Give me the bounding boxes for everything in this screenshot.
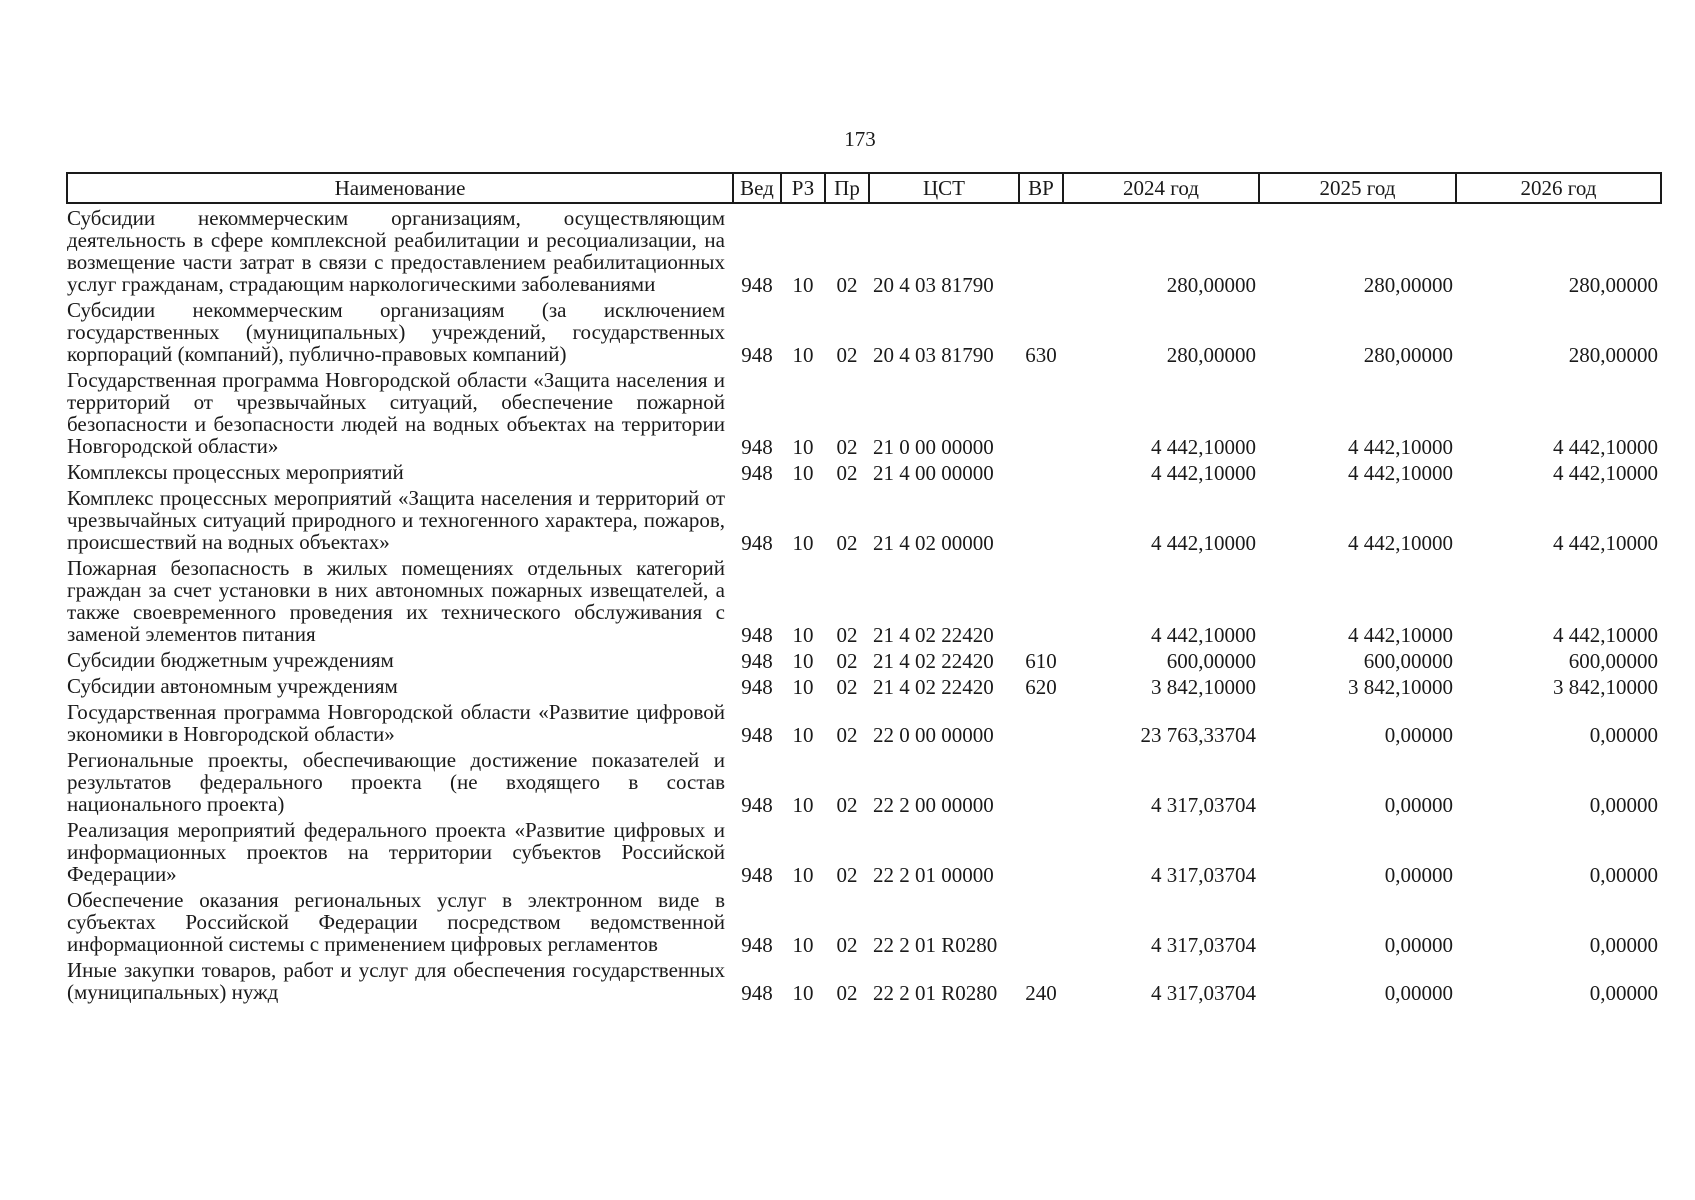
cell-rz: 10	[792, 933, 814, 957]
cell-pr: 02	[836, 461, 858, 485]
table-row	[67, 646, 1661, 672]
cell-ved: 948	[741, 723, 773, 747]
cell-2025: 4 442,10000	[1348, 461, 1453, 485]
cell-2024: 4 442,10000	[1151, 461, 1256, 485]
column-header-cst: ЦСТ	[869, 173, 1019, 203]
cell-cst: 20 4 03 81790	[873, 343, 994, 367]
cell-pr: 02	[836, 623, 858, 647]
table-row	[67, 672, 1661, 698]
cell-2025: 0,00000	[1384, 793, 1453, 817]
cell-2025: 4 442,10000	[1348, 531, 1453, 555]
table-body	[67, 203, 1661, 1004]
column-header-name: Наименование	[67, 173, 733, 203]
table-header-row	[67, 173, 1661, 203]
budget-table	[66, 172, 1662, 1004]
cell-ved: 948	[741, 623, 773, 647]
cell-2024: 600,00000	[1166, 649, 1256, 673]
cell-2025: 0,00000	[1384, 723, 1453, 747]
cell-ved: 948	[741, 675, 773, 699]
cell-cst: 21 4 02 22420	[873, 675, 994, 699]
cell-name: Государственная программа Новгородской области «Защита населения и территорий от чрезвычайных ситуаций, обеспечение пожарной безопасности и безопасности людей на водных объектах на территории Новгородской области»	[67, 368, 725, 458]
cell-pr: 02	[836, 863, 858, 887]
cell-ved: 948	[741, 343, 773, 367]
cell-pr: 02	[836, 649, 858, 673]
cell-name: Комплекс процессных мероприятий «Защита населения и территорий от чрезвычайных ситуаций природного и техногенного характера, пожаров, происшествий на водных объектах»	[67, 486, 725, 554]
cell-ved: 948	[741, 933, 773, 957]
cell-pr: 02	[836, 793, 858, 817]
cell-name: Государственная программа Новгородской области «Развитие цифровой экономики в Новгородской области»	[67, 700, 725, 746]
column-header-rz: РЗ	[781, 173, 825, 203]
column-header-2024: 2024 год	[1063, 173, 1259, 203]
cell-cst: 21 4 02 00000	[873, 531, 994, 555]
table-row	[67, 746, 1661, 816]
cell-name: Региональные проекты, обеспечивающие достижение показателей и результатов федерального проекта (не входящего в состав национального проекта)	[67, 748, 725, 816]
cell-vr: 620	[1025, 675, 1057, 699]
cell-name: Субсидии автономным учреждениям	[67, 674, 398, 698]
cell-rz: 10	[792, 981, 814, 1005]
cell-2026: 4 442,10000	[1553, 461, 1658, 485]
table-row	[67, 484, 1661, 554]
cell-2026: 0,00000	[1589, 793, 1658, 817]
cell-2025: 4 442,10000	[1348, 435, 1453, 459]
cell-2026: 280,00000	[1568, 343, 1658, 367]
cell-2025: 0,00000	[1384, 981, 1453, 1005]
cell-name: Субсидии некоммерческим организациям (за исключением государственных (муниципальных) учреждений, государственных корпораций (компаний), публично-правовых компаний)	[67, 298, 725, 366]
cell-ved: 948	[741, 793, 773, 817]
table-row	[67, 296, 1661, 366]
cell-cst: 21 4 00 00000	[873, 461, 994, 485]
cell-ved: 948	[741, 273, 773, 297]
cell-2026: 0,00000	[1589, 981, 1658, 1005]
cell-vr	[1019, 746, 1063, 816]
cell-vr	[1019, 698, 1063, 746]
cell-ved: 948	[741, 649, 773, 673]
cell-rz: 10	[792, 343, 814, 367]
column-header-vr: ВР	[1019, 173, 1063, 203]
cell-2025: 280,00000	[1363, 273, 1453, 297]
column-header-ved: Вед	[733, 173, 781, 203]
table-row	[67, 203, 1661, 296]
cell-name: Реализация мероприятий федерального проекта «Развитие цифровых и информационных проектов на территории субъектов Российской Федерации»	[67, 818, 725, 886]
cell-rz: 10	[792, 435, 814, 459]
cell-2026: 0,00000	[1589, 863, 1658, 887]
cell-name: Комплексы процессных мероприятий	[67, 460, 404, 484]
cell-pr: 02	[836, 933, 858, 957]
cell-2024: 3 842,10000	[1151, 675, 1256, 699]
table-row	[67, 554, 1661, 646]
cell-name: Субсидии бюджетным учреждениям	[67, 648, 394, 672]
cell-rz: 10	[792, 461, 814, 485]
cell-vr	[1019, 366, 1063, 458]
cell-2026: 4 442,10000	[1553, 623, 1658, 647]
cell-rz: 10	[792, 675, 814, 699]
cell-vr	[1019, 554, 1063, 646]
cell-vr	[1019, 886, 1063, 956]
cell-pr: 02	[836, 675, 858, 699]
cell-cst: 21 0 00 00000	[873, 435, 994, 459]
table-row	[67, 698, 1661, 746]
cell-2024: 280,00000	[1166, 273, 1256, 297]
cell-rz: 10	[792, 723, 814, 747]
cell-2024: 4 442,10000	[1151, 623, 1256, 647]
cell-2024: 4 317,03704	[1151, 793, 1256, 817]
cell-2026: 0,00000	[1589, 933, 1658, 957]
cell-cst: 21 4 02 22420	[873, 649, 994, 673]
cell-2024: 4 317,03704	[1151, 981, 1256, 1005]
cell-2026: 3 842,10000	[1553, 675, 1658, 699]
cell-pr: 02	[836, 723, 858, 747]
cell-2026: 4 442,10000	[1553, 531, 1658, 555]
cell-2025: 600,00000	[1363, 649, 1453, 673]
cell-name: Субсидии некоммерческим организациям, осуществляющим деятельность в сфере комплексной реабилитации и ресоциализации, на возмещение части затрат в связи с предоставлением реабилитационных услуг гражданам, страдающим наркологическими заболеваниями	[67, 206, 725, 296]
page-number: 173	[844, 127, 876, 151]
cell-name: Пожарная безопасность в жилых помещениях отдельных категорий граждан за счет установки в них автономных пожарных извещателей, а также своевременного проведения их технического обслуживания с заменой элементов питания	[67, 556, 725, 646]
cell-2024: 280,00000	[1166, 343, 1256, 367]
cell-pr: 02	[836, 273, 858, 297]
cell-vr	[1019, 484, 1063, 554]
cell-cst: 21 4 02 22420	[873, 623, 994, 647]
cell-rz: 10	[792, 649, 814, 673]
cell-2024: 4 317,03704	[1151, 863, 1256, 887]
table-row	[67, 956, 1661, 1004]
cell-cst: 20 4 03 81790	[873, 273, 994, 297]
cell-ved: 948	[741, 531, 773, 555]
cell-rz: 10	[792, 531, 814, 555]
cell-rz: 10	[792, 863, 814, 887]
table-row	[67, 886, 1661, 956]
cell-2024: 4 442,10000	[1151, 435, 1256, 459]
cell-cst: 22 0 00 00000	[873, 723, 994, 747]
column-header-2026: 2026 год	[1456, 173, 1661, 203]
table-row	[67, 366, 1661, 458]
cell-2026: 600,00000	[1568, 649, 1658, 673]
column-header-2025: 2025 год	[1259, 173, 1456, 203]
cell-name: Иные закупки товаров, работ и услуг для обеспечения государственных (муниципальных) нужд	[67, 958, 725, 1004]
cell-2026: 0,00000	[1589, 723, 1658, 747]
cell-ved: 948	[741, 981, 773, 1005]
cell-2025: 0,00000	[1384, 933, 1453, 957]
cell-rz: 10	[792, 273, 814, 297]
cell-cst: 22 2 00 00000	[873, 793, 994, 817]
cell-2024: 23 763,33704	[1140, 723, 1256, 747]
column-header-pr: Пр	[825, 173, 869, 203]
cell-vr	[1019, 816, 1063, 886]
cell-ved: 948	[741, 435, 773, 459]
cell-vr	[1019, 203, 1063, 296]
cell-rz: 10	[792, 623, 814, 647]
cell-rz: 10	[792, 793, 814, 817]
cell-2025: 3 842,10000	[1348, 675, 1453, 699]
table-row	[67, 816, 1661, 886]
table-row	[67, 458, 1661, 484]
cell-2025: 280,00000	[1363, 343, 1453, 367]
cell-2024: 4 442,10000	[1151, 531, 1256, 555]
cell-vr: 630	[1025, 343, 1057, 367]
cell-2024: 4 317,03704	[1151, 933, 1256, 957]
cell-pr: 02	[836, 435, 858, 459]
cell-2025: 4 442,10000	[1348, 623, 1453, 647]
cell-vr: 610	[1025, 649, 1057, 673]
cell-vr: 240	[1025, 981, 1057, 1005]
cell-2026: 280,00000	[1568, 273, 1658, 297]
cell-vr	[1019, 458, 1063, 484]
cell-cst: 22 2 01 00000	[873, 863, 994, 887]
cell-ved: 948	[741, 461, 773, 485]
cell-pr: 02	[836, 531, 858, 555]
cell-2026: 4 442,10000	[1553, 435, 1658, 459]
cell-name: Обеспечение оказания региональных услуг в электронном виде в субъектах Российской Федерации посредством ведомственной информационной системы с применением цифровых регламентов	[67, 888, 725, 956]
cell-ved: 948	[741, 863, 773, 887]
cell-cst: 22 2 01 R0280	[873, 981, 998, 1005]
cell-pr: 02	[836, 981, 858, 1005]
cell-cst: 22 2 01 R0280	[873, 933, 998, 957]
cell-pr: 02	[836, 343, 858, 367]
cell-2025: 0,00000	[1384, 863, 1453, 887]
